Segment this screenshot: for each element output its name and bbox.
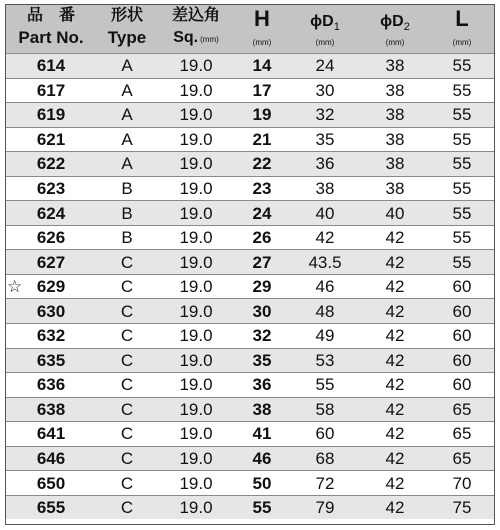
header-h: [235, 4, 289, 53]
cell-l: 55: [452, 80, 472, 100]
cell-h: 41: [252, 424, 272, 444]
cell-part-no: 627: [36, 252, 66, 272]
cell-d2: 42: [385, 473, 405, 493]
header-l-label: L: [455, 6, 469, 31]
cell-d1: 46: [315, 277, 335, 297]
header-part-no: [5, 4, 97, 53]
cell-l: 60: [452, 375, 472, 395]
star-mark: ☆: [7, 276, 23, 296]
table-row: [5, 151, 495, 176]
table-row: [5, 53, 495, 78]
table-row: [5, 274, 495, 299]
header-d1-label: [289, 12, 361, 37]
cell-part-no: 624: [36, 203, 66, 223]
header-part-no-en: Part No.: [18, 28, 84, 47]
cell-type: C: [120, 350, 134, 370]
table-row: [5, 397, 495, 422]
cell-type: A: [121, 80, 133, 100]
cell-type: A: [121, 129, 133, 149]
header-l-unit: (mm): [452, 38, 472, 47]
cell-sq: 19.0: [179, 80, 213, 100]
cell-part-no: 632: [36, 326, 66, 346]
table-row: [5, 249, 495, 274]
table-row: [5, 298, 495, 323]
header-sq: [157, 4, 235, 53]
cell-d2: 38: [385, 154, 405, 174]
cell-sq: 19.0: [179, 252, 213, 272]
header-part-no-jp: 品 番: [26, 7, 75, 24]
table-row: [5, 176, 495, 201]
table-row: [5, 323, 495, 348]
cell-part-no: 638: [36, 399, 66, 419]
cell-d1: 53: [315, 350, 335, 370]
cell-sq: 19.0: [179, 277, 213, 297]
cell-d1: 42: [315, 228, 335, 248]
cell-h: 55: [252, 498, 272, 518]
table-row: [5, 348, 495, 373]
cell-h: 32: [252, 326, 272, 346]
cell-part-no: 626: [36, 228, 66, 248]
cell-d1: 79: [315, 498, 335, 518]
cell-d1: 58: [315, 399, 335, 419]
cell-h: 23: [252, 179, 272, 198]
cell-d2: 42: [385, 326, 405, 346]
table-body: [5, 53, 495, 519]
cell-part-no: 622: [36, 154, 66, 174]
cell-d1: 38: [315, 179, 335, 198]
cell-l: 55: [452, 228, 472, 248]
header-l: [429, 4, 495, 53]
table-row: [5, 102, 495, 127]
cell-type: C: [120, 375, 134, 395]
cell-h: 35: [252, 350, 272, 370]
cell-d2: 38: [385, 179, 405, 198]
cell-type: C: [120, 424, 134, 444]
header-sq-jp: 差込角: [171, 7, 220, 24]
spec-table: [5, 4, 495, 525]
cell-l: 55: [452, 105, 472, 125]
header-d2-sub: 2: [403, 21, 410, 34]
cell-d2: 42: [385, 277, 405, 297]
cell-type: A: [121, 105, 133, 125]
cell-d2: 42: [385, 449, 405, 469]
header-sq-label: Sq.: [173, 29, 199, 46]
header-d1-sub: 1: [333, 21, 340, 34]
header-type: [97, 4, 157, 53]
cell-part-no: 614: [36, 56, 66, 76]
cell-sq: 19.0: [179, 105, 213, 125]
cell-type: A: [121, 56, 133, 76]
cell-type: C: [120, 326, 134, 346]
cell-h: 38: [252, 399, 272, 419]
header-d1-symbol: ϕD: [310, 13, 334, 30]
cell-d1: 60: [315, 424, 335, 444]
cell-type: C: [120, 473, 134, 493]
cell-sq: 19.0: [179, 473, 213, 493]
cell-d1: 68: [315, 449, 335, 469]
header-h-label: H: [254, 6, 270, 31]
table-row: [5, 470, 495, 495]
cell-d2: 38: [385, 56, 405, 76]
cell-d2: 38: [385, 80, 405, 100]
cell-d1: 35: [315, 129, 335, 149]
cell-sq: 19.0: [179, 424, 213, 444]
cell-l: 55: [452, 56, 472, 76]
cell-part-no: 641: [36, 424, 66, 444]
cell-d2: 38: [385, 129, 405, 149]
cell-part-no: 629: [36, 277, 66, 297]
header-type-en: Type: [107, 28, 147, 47]
table-header: [5, 4, 495, 53]
table-row: [5, 446, 495, 471]
cell-sq: 19.0: [179, 203, 213, 223]
header-d2-symbol: ϕD: [380, 13, 404, 30]
cell-sq: 19.0: [179, 154, 213, 174]
cell-h: 27: [252, 252, 272, 272]
header-sq-unit: (mm): [200, 35, 219, 44]
cell-h: 17: [252, 80, 272, 100]
cell-d2: 42: [385, 399, 405, 419]
cell-part-no: 623: [36, 179, 66, 198]
header-type-jp: 形状: [110, 7, 143, 24]
table-row: [5, 200, 495, 225]
header-d1: [289, 4, 361, 53]
header-h-unit: (mm): [252, 38, 272, 47]
cell-d1: 36: [315, 154, 335, 174]
cell-h: 22: [252, 154, 272, 174]
table-row: [5, 225, 495, 250]
cell-sq: 19.0: [179, 326, 213, 346]
cell-l: 55: [452, 203, 472, 223]
cell-d1: 24: [315, 56, 335, 76]
cell-l: 65: [452, 399, 472, 419]
cell-h: 50: [252, 473, 272, 493]
header-d2: [361, 4, 429, 53]
cell-l: 60: [452, 350, 472, 370]
cell-part-no: 630: [36, 301, 66, 321]
cell-h: 26: [252, 228, 272, 248]
cell-part-no: 655: [36, 498, 66, 518]
table-row: [5, 372, 495, 397]
cell-part-no: 636: [36, 375, 66, 395]
cell-h: 19: [252, 105, 272, 125]
cell-sq: 19.0: [179, 449, 213, 469]
header-d2-label: [361, 12, 429, 37]
cell-d1: 48: [315, 301, 335, 321]
cell-d1: 72: [315, 473, 335, 493]
cell-part-no: 635: [36, 350, 66, 370]
cell-sq: 19.0: [179, 56, 213, 76]
cell-d1: 43.5: [308, 252, 342, 272]
cell-type: B: [121, 203, 133, 223]
cell-h: 36: [252, 375, 272, 395]
header-d1-unit: (mm): [315, 38, 335, 47]
cell-sq: 19.0: [179, 179, 213, 198]
cell-l: 55: [452, 154, 472, 174]
cell-d1: 40: [315, 203, 335, 223]
cell-type: C: [120, 498, 134, 518]
cell-d1: 32: [315, 105, 335, 125]
cell-type: C: [120, 399, 134, 419]
cell-d1: 30: [315, 80, 335, 100]
cell-sq: 19.0: [179, 129, 213, 149]
cell-d1: 49: [315, 326, 335, 346]
cell-type: B: [121, 228, 133, 248]
cell-sq: 19.0: [179, 498, 213, 518]
cell-l: 60: [452, 301, 472, 321]
cell-d2: 42: [385, 252, 405, 272]
cell-sq: 19.0: [179, 399, 213, 419]
cell-part-no: 619: [36, 105, 66, 125]
cell-type: C: [120, 277, 134, 297]
cell-l: 60: [452, 326, 472, 346]
cell-h: 21: [252, 129, 272, 149]
cell-d2: 42: [385, 301, 405, 321]
cell-h: 29: [252, 277, 272, 297]
cell-d2: 40: [385, 203, 405, 223]
cell-d2: 42: [385, 228, 405, 248]
cell-sq: 19.0: [179, 350, 213, 370]
cell-sq: 19.0: [179, 228, 213, 248]
cell-d2: 42: [385, 350, 405, 370]
cell-l: 65: [452, 449, 472, 469]
cell-l: 60: [452, 277, 472, 297]
cell-h: 24: [252, 203, 272, 223]
header-sq-en: [157, 28, 235, 50]
cell-h: 46: [252, 449, 272, 469]
cell-l: 70: [452, 473, 472, 493]
cell-sq: 19.0: [179, 375, 213, 395]
header-d2-unit: (mm): [385, 38, 405, 47]
cell-part-no: 650: [36, 473, 66, 493]
cell-l: 55: [452, 129, 472, 149]
cell-d2: 42: [385, 498, 405, 518]
cell-type: A: [121, 154, 133, 174]
cell-part-no: 621: [36, 129, 66, 149]
cell-part-no: 617: [36, 80, 66, 100]
cell-l: 55: [452, 252, 472, 272]
cell-part-no: 646: [36, 449, 66, 469]
table-row: [5, 127, 495, 152]
cell-sq: 19.0: [179, 301, 213, 321]
cell-d2: 42: [385, 375, 405, 395]
cell-d1: 55: [315, 375, 335, 395]
cell-h: 30: [252, 301, 272, 321]
cell-type: B: [121, 179, 133, 198]
cell-l: 55: [452, 179, 472, 198]
table-row: [5, 78, 495, 103]
cell-type: C: [120, 252, 134, 272]
cell-d2: 42: [385, 424, 405, 444]
table-row: [5, 421, 495, 446]
cell-type: C: [120, 301, 134, 321]
cell-h: 14: [252, 56, 272, 76]
cell-d2: 38: [385, 105, 405, 125]
cell-l: 65: [452, 424, 472, 444]
table-row: [5, 495, 495, 520]
cell-type: C: [120, 449, 134, 469]
cell-l: 75: [452, 498, 472, 518]
